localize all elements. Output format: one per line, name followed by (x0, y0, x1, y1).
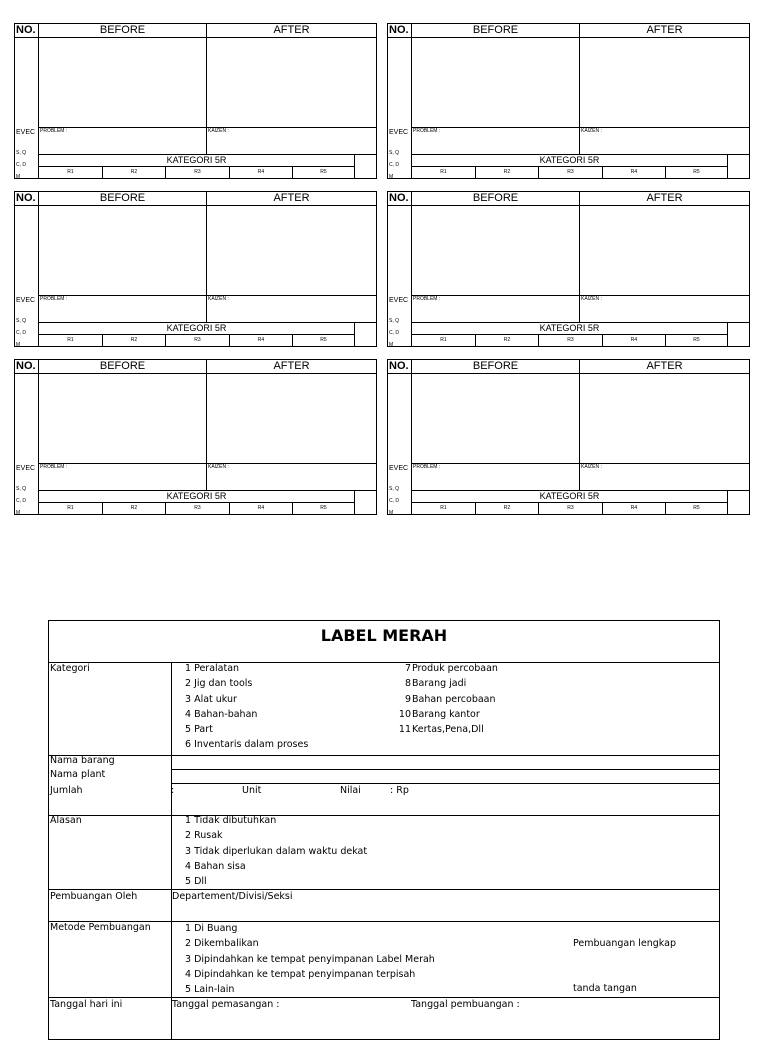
before-photo-area (412, 38, 580, 128)
kategori-5r-header: KATEGORI 5R (39, 323, 355, 335)
kategori-right-list (412, 661, 498, 737)
tanggal-pembuangan: Tanggal pembuangan : (411, 999, 520, 1010)
form-column-divider (171, 662, 175, 1039)
before-header: BEFORE (412, 360, 580, 374)
before-header: BEFORE (412, 24, 580, 38)
kategori-5r-header: KATEGORI 5R (412, 155, 728, 167)
jumlah-colon: : (171, 785, 175, 796)
metode-item: 3 Dipindahkan ke tempat penyimpanan Label Merah (185, 953, 435, 965)
jumlah-label: Jumlah (50, 785, 83, 796)
before-header: BEFORE (39, 24, 207, 38)
r-cell: R3 (539, 167, 603, 178)
r-cell: R5 (293, 503, 355, 514)
metode-item: 4 Dipindahkan ke tempat penyimpanan terpisah (185, 968, 416, 980)
m-label: M (16, 174, 21, 180)
kategori-item: 2 Jig dan tools (185, 678, 253, 690)
sq-label: S, Q (389, 486, 400, 492)
r-cell: R2 (476, 335, 539, 346)
metode-item: 2 Dikembalikan (185, 938, 259, 950)
metode-item: 1 Di Buang (185, 923, 238, 934)
m-label: M (16, 342, 21, 348)
cd-label: C, D (389, 162, 399, 168)
kategori-label: Kategori (50, 663, 90, 674)
tanda-tangan: tanda tangan (573, 983, 637, 994)
r-cell: R2 (476, 503, 539, 514)
m-label: M (389, 174, 394, 180)
r-cell: R5 (666, 335, 728, 346)
r-cell: R1 (412, 335, 476, 346)
metode-label: Metode Pembuangan (50, 922, 151, 933)
after-photo-area (207, 374, 376, 464)
r-cell: R2 (103, 167, 166, 178)
alasan-item: 1 Tidak dibutuhkan (185, 815, 277, 826)
nama-plant-label: Nama plant (50, 769, 106, 780)
kategori-5r-header: KATEGORI 5R (39, 491, 355, 503)
kategori-left-list (185, 661, 308, 753)
metode-item: 5 Lain-lain (185, 984, 235, 996)
r-cell: R4 (603, 503, 666, 514)
after-header: AFTER (207, 24, 376, 38)
after-header: AFTER (580, 360, 749, 374)
kaizen-card (387, 191, 750, 347)
problem-field: PROBLEM : (39, 464, 207, 491)
jumlah-rp: : Rp (390, 785, 409, 796)
kaizen-field: KAIZEN : (207, 296, 376, 323)
no-header: NO. (388, 360, 412, 374)
kaizen-card (14, 191, 377, 347)
kaizen-card (14, 359, 377, 515)
evec-label: EVEC (16, 465, 36, 472)
before-photo-area (39, 38, 207, 128)
r-cell: R3 (539, 335, 603, 346)
cd-label: C, D (16, 330, 26, 336)
kategori-item: Barang kantor (412, 708, 480, 720)
number-column (388, 38, 412, 178)
before-header: BEFORE (412, 192, 580, 206)
kategori-item: 1 Peralatan (185, 663, 240, 674)
sq-label: S, Q (16, 486, 27, 492)
tanggal-pemasangan: Tanggal pemasangan : (172, 999, 280, 1010)
sq-label: S, Q (389, 150, 400, 156)
before-header: BEFORE (39, 192, 207, 206)
before-header: BEFORE (39, 360, 207, 374)
before-photo-area (412, 374, 580, 464)
r-cell: R1 (39, 335, 103, 346)
number-column (15, 374, 39, 514)
r-cell: R2 (476, 167, 539, 178)
no-header: NO. (15, 24, 39, 38)
after-photo-area (580, 374, 749, 464)
kategori-5r-header: KATEGORI 5R (412, 323, 728, 335)
problem-field: PROBLEM : (412, 128, 580, 155)
r-cell: R5 (666, 503, 728, 514)
sq-label: S, Q (16, 150, 27, 156)
alasan-item: 5 Dll (185, 876, 207, 888)
r-cell: R1 (39, 167, 103, 178)
after-header: AFTER (580, 24, 749, 38)
kategori-item: Barang jadi (412, 678, 467, 690)
nama-barang-label: Nama barang (50, 755, 115, 766)
kaizen-field: KAIZEN : (580, 128, 749, 155)
kategori-item: 6 Inventaris dalam proses (185, 739, 309, 751)
r-cell: R1 (39, 503, 103, 514)
sq-label: S, Q (389, 318, 400, 324)
kategori-number: 7 (404, 663, 411, 674)
label-merah-form (48, 620, 720, 1040)
cd-label: C, D (16, 498, 26, 504)
row-divider (171, 769, 719, 770)
label-merah-title: LABEL MERAH (49, 621, 719, 663)
row-divider (49, 889, 719, 890)
r-cell: R1 (412, 503, 476, 514)
r-cell: R4 (230, 335, 293, 346)
m-label: M (389, 510, 394, 516)
r-cell: R5 (293, 167, 355, 178)
r-cell: R4 (230, 167, 293, 178)
evec-label: EVEC (389, 465, 409, 472)
number-column (388, 374, 412, 514)
kategori-right-numbers (385, 661, 411, 737)
before-photo-area (39, 206, 207, 296)
r-cell: R3 (539, 503, 603, 514)
kategori-item: Produk percobaan (412, 663, 498, 674)
metode-list (185, 921, 435, 997)
kategori-number: 11 (398, 724, 411, 736)
kaizen-field: KAIZEN : (207, 464, 376, 491)
r-cell: R4 (230, 503, 293, 514)
kaizen-card (14, 23, 377, 179)
problem-field: PROBLEM : (39, 128, 207, 155)
kategori-number: 9 (404, 693, 411, 705)
cd-label: C, D (16, 162, 26, 168)
row-divider (49, 815, 719, 816)
r-cell: R5 (666, 167, 728, 178)
r-cell: R4 (603, 335, 666, 346)
kaizen-card (387, 23, 750, 179)
after-photo-area (207, 206, 376, 296)
number-column (388, 206, 412, 346)
kategori-item: Bahan percobaan (412, 693, 496, 705)
r-cell: R3 (166, 503, 230, 514)
alasan-label: Alasan (50, 815, 82, 826)
kategori-item: Kertas,Pena,Dll (412, 724, 484, 736)
r-cell: R4 (603, 167, 666, 178)
cd-label: C, D (389, 498, 399, 504)
kaizen-field: KAIZEN : (580, 296, 749, 323)
r-cell: R2 (103, 335, 166, 346)
m-label: M (16, 510, 21, 516)
number-column (15, 206, 39, 346)
before-photo-area (412, 206, 580, 296)
kategori-5r-header: KATEGORI 5R (412, 491, 728, 503)
alasan-list (185, 813, 367, 889)
tanggal-label: Tanggal hari ini (50, 999, 123, 1010)
r-cell: R2 (103, 503, 166, 514)
kategori-number: 8 (404, 678, 411, 690)
r-cell: R1 (412, 167, 476, 178)
no-header: NO. (388, 24, 412, 38)
kategori-item: 3 Alat ukur (185, 693, 237, 705)
evec-label: EVEC (389, 297, 409, 304)
no-header: NO. (388, 192, 412, 206)
problem-field: PROBLEM : (412, 296, 580, 323)
jumlah-nilai: Nilai (340, 785, 361, 796)
kategori-item: 4 Bahan-bahan (185, 708, 258, 720)
problem-field: PROBLEM : (412, 464, 580, 491)
after-photo-area (580, 38, 749, 128)
number-column (15, 38, 39, 178)
m-label: M (389, 342, 394, 348)
kaizen-card (387, 359, 750, 515)
after-header: AFTER (207, 360, 376, 374)
pembuangan-oleh-value: Departement/Divisi/Seksi (172, 891, 293, 902)
kaizen-field: KAIZEN : (580, 464, 749, 491)
evec-label: EVEC (16, 129, 36, 136)
evec-label: EVEC (16, 297, 36, 304)
alasan-item: 4 Bahan sisa (185, 860, 246, 872)
alasan-item: 3 Tidak diperlukan dalam waktu dekat (185, 845, 368, 857)
r-cell: R3 (166, 335, 230, 346)
kaizen-field: KAIZEN : (207, 128, 376, 155)
cd-label: C, D (389, 330, 399, 336)
alasan-item: 2 Rusak (185, 830, 223, 842)
kategori-item: 5 Part (185, 724, 213, 736)
sq-label: S, Q (16, 318, 27, 324)
pembuangan-lengkap: Pembuangan lengkap (573, 938, 676, 949)
r-cell: R5 (293, 335, 355, 346)
problem-field: PROBLEM : (39, 296, 207, 323)
kategori-number: 10 (398, 708, 411, 720)
row-divider (49, 755, 719, 756)
pembuangan-oleh-label: Pembuangan Oleh (50, 891, 138, 902)
kategori-5r-header: KATEGORI 5R (39, 155, 355, 167)
evec-label: EVEC (389, 129, 409, 136)
after-photo-area (207, 38, 376, 128)
after-header: AFTER (207, 192, 376, 206)
before-photo-area (39, 374, 207, 464)
jumlah-unit: Unit (242, 785, 262, 796)
no-header: NO. (15, 192, 39, 206)
after-photo-area (580, 206, 749, 296)
no-header: NO. (15, 360, 39, 374)
after-header: AFTER (580, 192, 749, 206)
r-cell: R3 (166, 167, 230, 178)
